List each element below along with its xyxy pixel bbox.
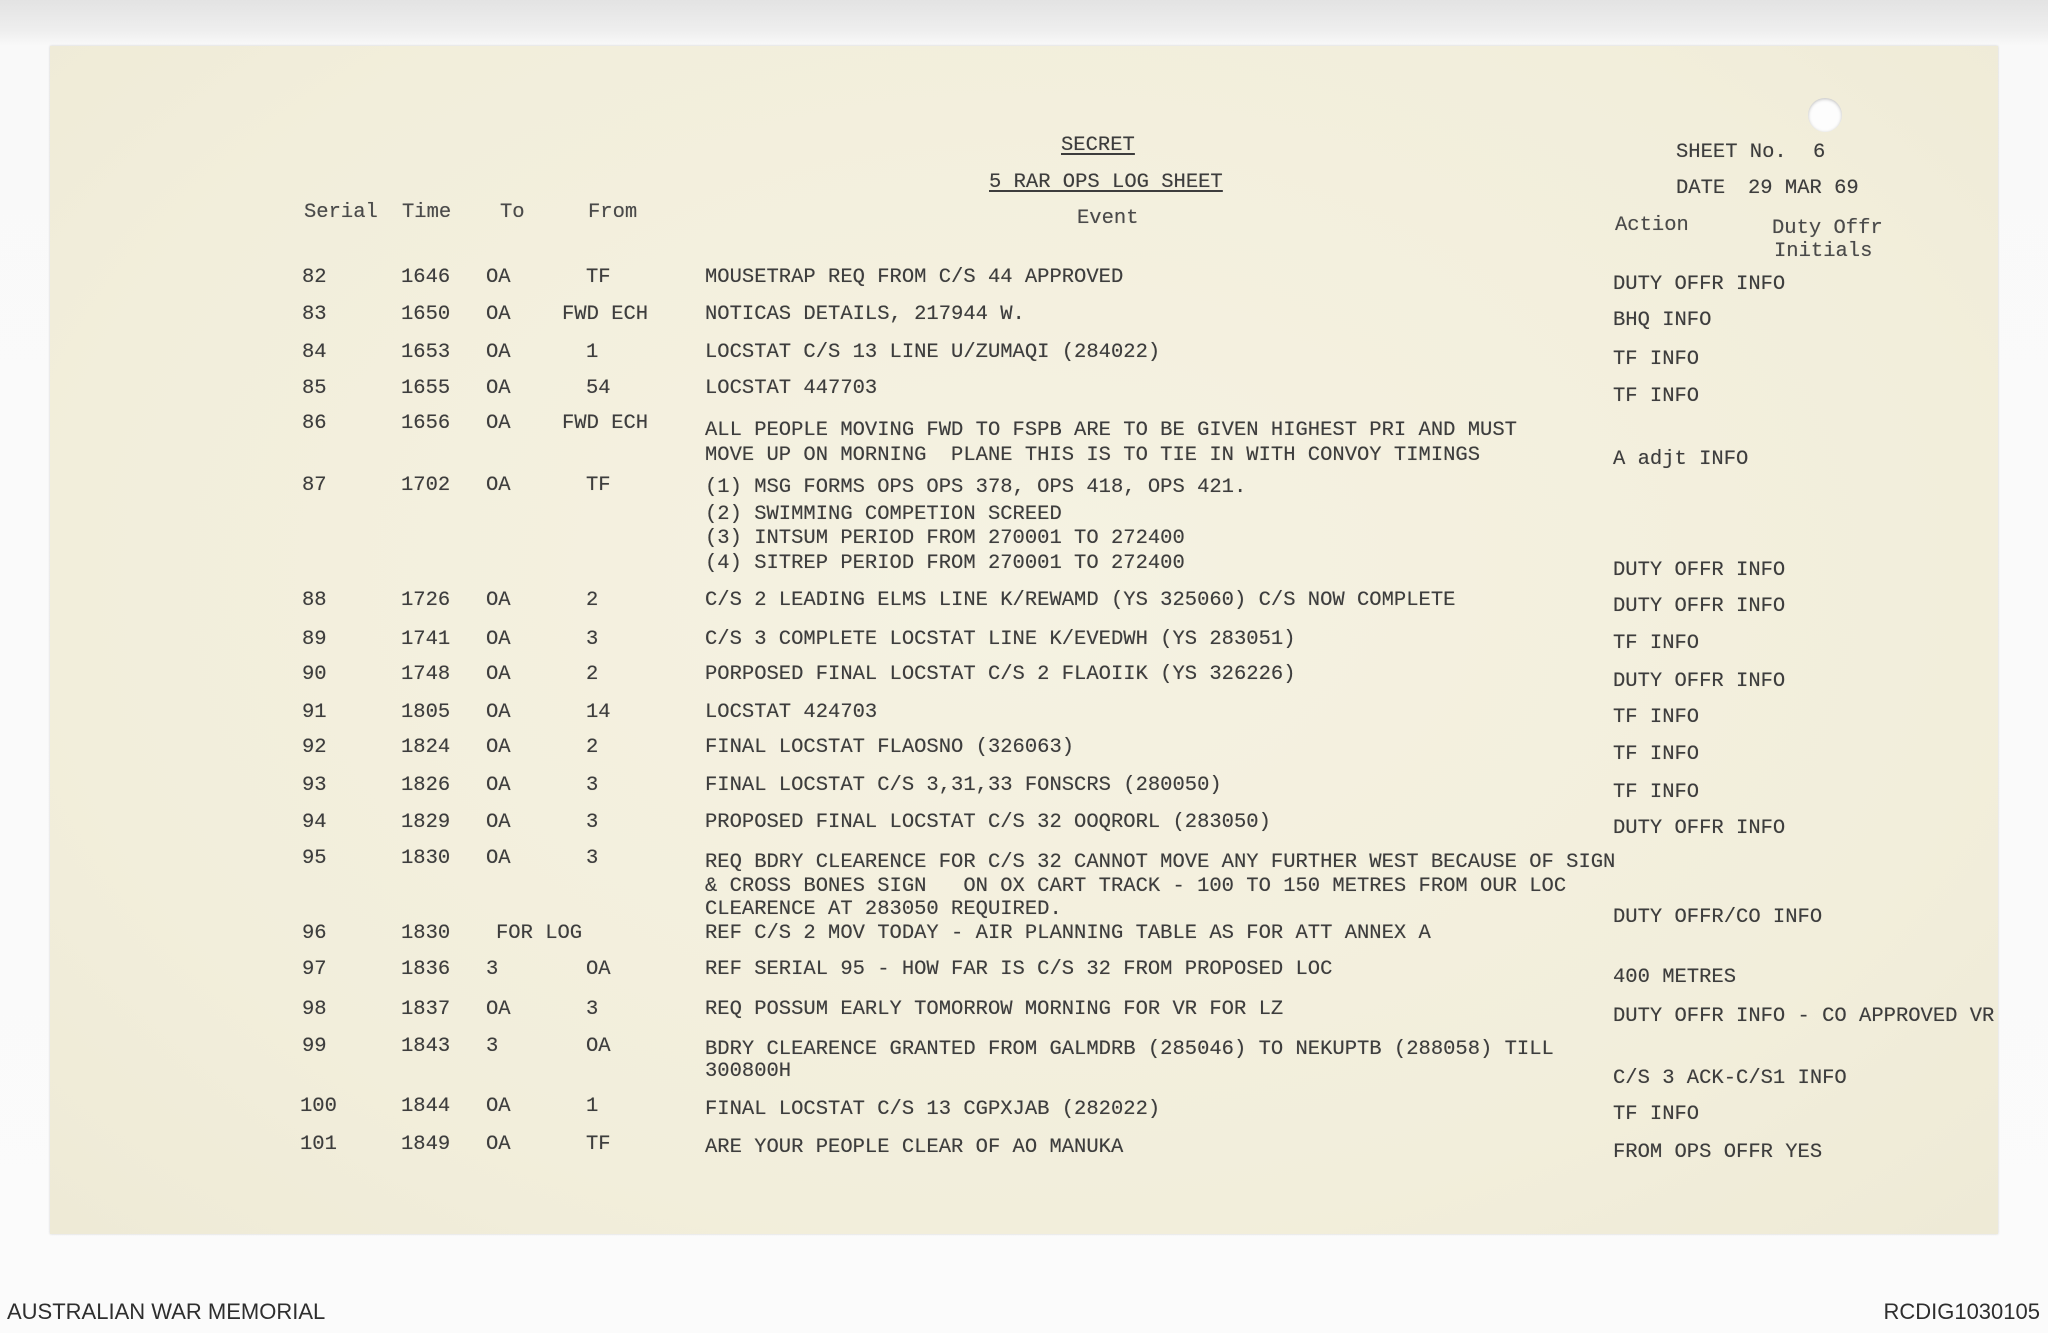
event-line: C/S 3 COMPLETE LOCSTAT LINE K/EVEDWH (YS 283051) [705, 628, 1296, 651]
to-cell: OA [486, 736, 511, 759]
serial-cell: 89 [302, 628, 327, 651]
classification-marking: SECRET [1061, 134, 1135, 157]
action-cell: TF INFO [1613, 706, 1700, 729]
event-line: ARE YOUR PEOPLE CLEAR OF AO MANUKA [705, 1136, 1124, 1159]
event-line: C/S 2 LEADING ELMS LINE K/REWAMD (YS 325060) C/S NOW COMPLETE [705, 589, 1456, 612]
sheet-number: 6 [1813, 141, 1826, 164]
column-header-duty-offr: Duty Offr [1772, 217, 1883, 240]
event-line: 300800H [705, 1060, 792, 1083]
action-cell: DUTY OFFR INFO - CO APPROVED VR [1613, 1005, 1995, 1028]
to-cell: OA [486, 589, 511, 612]
event-line: LOCSTAT C/S 13 LINE U/ZUMAQI (284022) [705, 341, 1161, 364]
serial-cell: 101 [300, 1133, 337, 1156]
to-cell: FOR LOG [496, 922, 583, 945]
from-cell: FWD ECH [562, 303, 649, 326]
from-cell: 54 [586, 377, 611, 400]
time-cell: 1826 [401, 774, 451, 797]
event-line: BDRY CLEARENCE GRANTED FROM GALMDRB (285046) TO NEKUPTB (288058) TILL [705, 1038, 1554, 1061]
serial-cell: 83 [302, 303, 327, 326]
time-cell: 1836 [401, 958, 451, 981]
time-cell: 1748 [401, 663, 451, 686]
from-cell: 3 [586, 847, 599, 870]
to-cell: OA [486, 303, 511, 326]
serial-cell: 85 [302, 377, 327, 400]
sheet-number-label: SHEET No. [1676, 141, 1787, 164]
event-line: PORPOSED FINAL LOCSTAT C/S 2 FLAOIIK (YS 326226) [705, 663, 1296, 686]
event-line: MOVE UP ON MORNING PLANE THIS IS TO TIE IN WITH CONVOY TIMINGS [705, 444, 1481, 467]
serial-cell: 99 [302, 1035, 327, 1058]
punch-hole [1808, 98, 1842, 132]
from-cell: OA [586, 958, 611, 981]
action-cell: DUTY OFFR INFO [1613, 273, 1786, 296]
event-line: & CROSS BONES SIGN ON OX CART TRACK - 100 TO 150 METRES FROM OUR LOC [705, 875, 1567, 898]
archive-item-id: RCDIG1030105 [1883, 1299, 2040, 1324]
event-line: CLEARENCE AT 283050 REQUIRED. [705, 898, 1062, 921]
event-line: REQ POSSUM EARLY TOMORROW MORNING FOR VR FOR LZ [705, 998, 1284, 1021]
from-cell: 3 [586, 628, 599, 651]
from-cell: 3 [586, 811, 599, 834]
serial-cell: 86 [302, 412, 327, 435]
time-cell: 1829 [401, 811, 451, 834]
time-cell: 1741 [401, 628, 451, 651]
from-cell: 1 [586, 341, 599, 364]
action-cell: TF INFO [1613, 781, 1700, 804]
to-cell: OA [486, 998, 511, 1021]
to-cell: OA [486, 701, 511, 724]
time-cell: 1646 [401, 266, 451, 289]
time-cell: 1843 [401, 1035, 451, 1058]
event-line: FINAL LOCSTAT C/S 3,31,33 FONSCRS (280050) [705, 774, 1222, 797]
action-cell: TF INFO [1613, 743, 1700, 766]
from-cell: 2 [586, 663, 599, 686]
column-header-serial: Serial [304, 201, 378, 224]
time-cell: 1805 [401, 701, 451, 724]
event-line: ALL PEOPLE MOVING FWD TO FSPB ARE TO BE GIVEN HIGHEST PRI AND MUST [705, 419, 1517, 442]
serial-cell: 98 [302, 998, 327, 1021]
time-cell: 1702 [401, 474, 451, 497]
to-cell: OA [486, 1095, 511, 1118]
to-cell: OA [486, 412, 511, 435]
event-line: NOTICAS DETAILS, 217944 W. [705, 303, 1025, 326]
serial-cell: 96 [302, 922, 327, 945]
serial-cell: 90 [302, 663, 327, 686]
from-cell: FWD ECH [562, 412, 649, 435]
serial-cell: 88 [302, 589, 327, 612]
action-cell: TF INFO [1613, 385, 1700, 408]
from-cell: TF [586, 1133, 611, 1156]
action-cell: DUTY OFFR INFO [1613, 817, 1786, 840]
column-header-action: Action [1615, 214, 1689, 237]
to-cell: OA [486, 811, 511, 834]
action-cell: FROM OPS OFFR YES [1613, 1141, 1823, 1164]
from-cell: 2 [586, 589, 599, 612]
event-line: REF SERIAL 95 - HOW FAR IS C/S 32 FROM PROPOSED LOC [705, 958, 1333, 981]
action-cell: DUTY OFFR INFO [1613, 559, 1786, 582]
time-cell: 1837 [401, 998, 451, 1021]
time-cell: 1824 [401, 736, 451, 759]
serial-cell: 95 [302, 847, 327, 870]
column-header-time: Time [402, 201, 452, 224]
from-cell: OA [586, 1035, 611, 1058]
time-cell: 1655 [401, 377, 451, 400]
action-cell: TF INFO [1613, 348, 1700, 371]
event-line: REF C/S 2 MOV TODAY - AIR PLANNING TABLE AS FOR ATT ANNEX A [705, 922, 1431, 945]
event-line: PROPOSED FINAL LOCSTAT C/S 32 OOQRORL (283050) [705, 811, 1271, 834]
event-line: (1) MSG FORMS OPS OPS 378, OPS 418, OPS 421. [705, 476, 1247, 499]
to-cell: OA [486, 628, 511, 651]
action-cell: DUTY OFFR INFO [1613, 595, 1786, 618]
column-header-to: To [500, 201, 525, 224]
to-cell: 3 [486, 1035, 499, 1058]
column-header-from: From [588, 201, 638, 224]
event-line: (2) SWIMMING COMPETION SCREED [705, 503, 1062, 526]
time-cell: 1650 [401, 303, 451, 326]
serial-cell: 93 [302, 774, 327, 797]
action-cell: BHQ INFO [1613, 309, 1712, 332]
action-cell: C/S 3 ACK-C/S1 INFO [1613, 1067, 1847, 1090]
column-header-initials: Initials [1774, 240, 1873, 263]
date-label: DATE [1676, 177, 1726, 200]
action-cell: DUTY OFFR/CO INFO [1613, 906, 1823, 929]
to-cell: OA [486, 474, 511, 497]
action-cell: 400 METRES [1613, 966, 1737, 989]
from-cell: 3 [586, 774, 599, 797]
to-cell: OA [486, 663, 511, 686]
event-line: LOCSTAT 424703 [705, 701, 878, 724]
action-cell: A adjt INFO [1613, 448, 1749, 471]
event-line: FINAL LOCSTAT FLAOSNO (326063) [705, 736, 1075, 759]
to-cell: OA [486, 1133, 511, 1156]
to-cell: 3 [486, 958, 499, 981]
event-line: MOUSETRAP REQ FROM C/S 44 APPROVED [705, 266, 1124, 289]
from-cell: 1 [586, 1095, 599, 1118]
action-cell: TF INFO [1613, 1103, 1700, 1126]
from-cell: 2 [586, 736, 599, 759]
event-line: (4) SITREP PERIOD FROM 270001 TO 272400 [705, 552, 1185, 575]
to-cell: OA [486, 341, 511, 364]
time-cell: 1830 [401, 847, 451, 870]
from-cell: 14 [586, 701, 611, 724]
event-line: REQ BDRY CLEARENCE FOR C/S 32 CANNOT MOVE ANY FURTHER WEST BECAUSE OF SIGN [705, 851, 1616, 874]
serial-cell: 97 [302, 958, 327, 981]
sheet-date: 29 MAR 69 [1748, 177, 1859, 200]
serial-cell: 92 [302, 736, 327, 759]
serial-cell: 84 [302, 341, 327, 364]
sheet-title: 5 RAR OPS LOG SHEET [989, 171, 1223, 194]
time-cell: 1656 [401, 412, 451, 435]
column-header-event: Event [1077, 207, 1139, 230]
action-cell: TF INFO [1613, 632, 1700, 655]
to-cell: OA [486, 377, 511, 400]
time-cell: 1849 [401, 1133, 451, 1156]
to-cell: OA [486, 774, 511, 797]
serial-cell: 91 [302, 701, 327, 724]
time-cell: 1830 [401, 922, 451, 945]
serial-cell: 100 [300, 1095, 337, 1118]
from-cell: TF [586, 266, 611, 289]
to-cell: OA [486, 847, 511, 870]
from-cell: TF [586, 474, 611, 497]
from-cell: 3 [586, 998, 599, 1021]
action-cell: DUTY OFFR INFO [1613, 670, 1786, 693]
archive-name: AUSTRALIAN WAR MEMORIAL [7, 1299, 326, 1324]
serial-cell: 82 [302, 266, 327, 289]
time-cell: 1844 [401, 1095, 451, 1118]
event-line: FINAL LOCSTAT C/S 13 CGPXJAB (282022) [705, 1098, 1161, 1121]
time-cell: 1653 [401, 341, 451, 364]
to-cell: OA [486, 266, 511, 289]
serial-cell: 87 [302, 474, 327, 497]
time-cell: 1726 [401, 589, 451, 612]
event-line: LOCSTAT 447703 [705, 377, 878, 400]
event-line: (3) INTSUM PERIOD FROM 270001 TO 272400 [705, 527, 1185, 550]
serial-cell: 94 [302, 811, 327, 834]
